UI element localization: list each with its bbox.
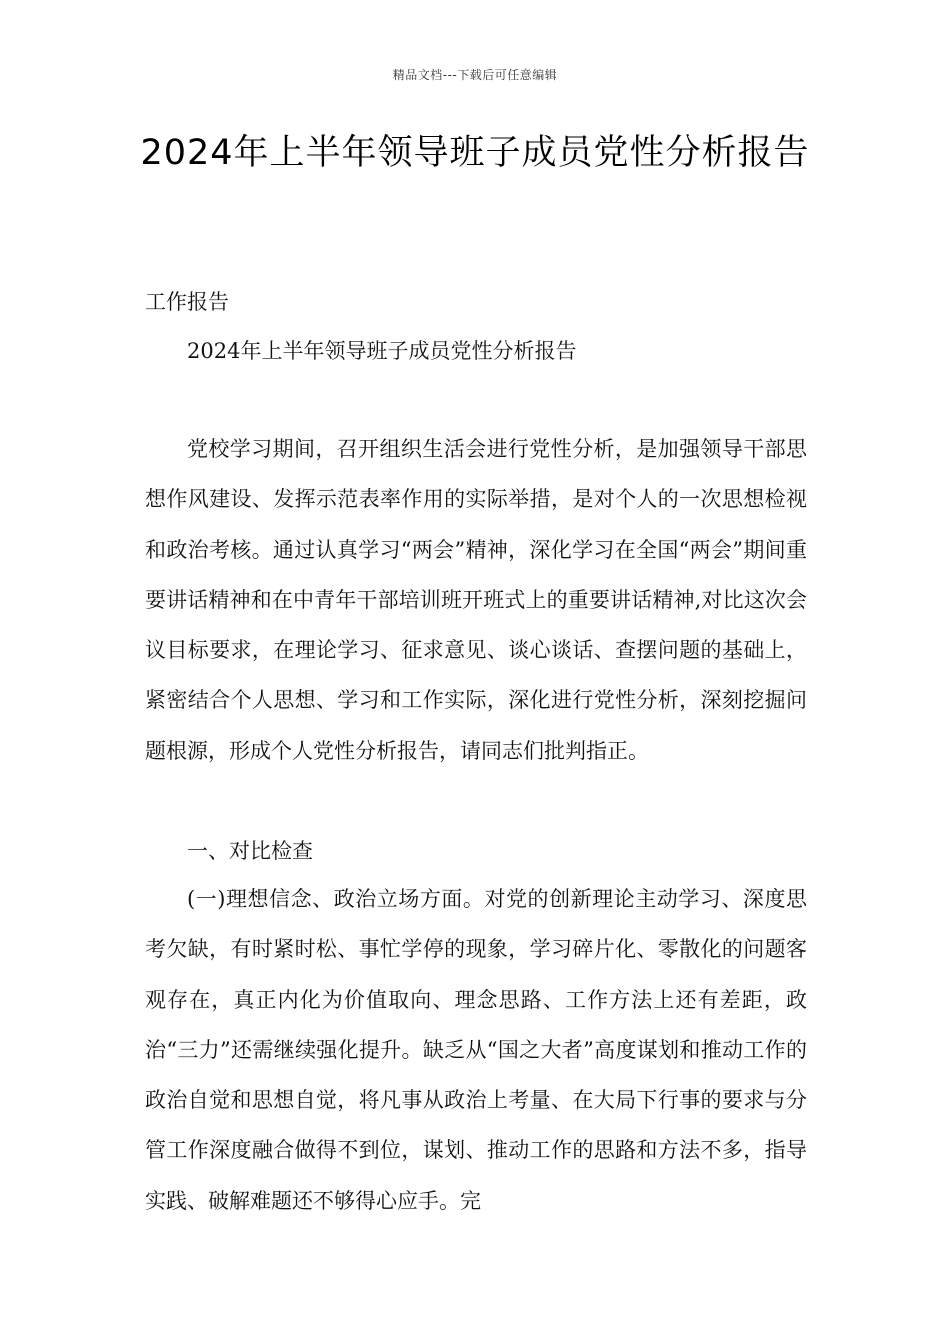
header-note: 精品文档---下载后可任意编辑 — [392, 68, 558, 82]
document-category: 工作报告 — [145, 290, 229, 314]
section-heading: 一、对比检查 — [187, 839, 313, 863]
paragraph-ideals: (一)理想信念、政治立场方面。对党的创新理论主动学习、深度思考欠缺，有时紧时松、事忙学停的现象，学习碎片化、零散化的问题客观存在，真正内化为价值取向、理念思路、工作方法上还有差距，政治“三力”还需继续强化提升。缺乏从“国之大者”高度谋划和推动工作的政治自觉和思想自觉，将凡事从政治上考量、在大局下行事的要求与分管工作深度融合做得不到位，谋划、推动工作的思路和方法不多，指导实践、破解难题还不够得心应手。完 — [145, 887, 807, 1213]
document-subtitle: 2024年上半年领导班子成员党性分析报告 — [187, 339, 577, 363]
paragraph-intro: 党校学习期间，召开组织生活会进行党性分析，是加强领导干部思想作风建设、发挥示范表率作用的实际举措，是对个人的一次思想检视和政治考核。通过认真学习“两会”精神，深化学习在全国“两会”期间重要讲话精神和在中青年干部培训班开班式上的重要讲话精神,对比这次会议目标要求，在理论学习、征求意见、谈心谈话、查摆问题的基础上，紧密结合个人思想、学习和工作实际，深化进行党性分析，深刻挖掘问题根源，形成个人党性分析报告，请同志们批判指正。 — [145, 437, 807, 763]
document-title: 2024年上半年领导班子成员党性分析报告 — [140, 133, 810, 173]
